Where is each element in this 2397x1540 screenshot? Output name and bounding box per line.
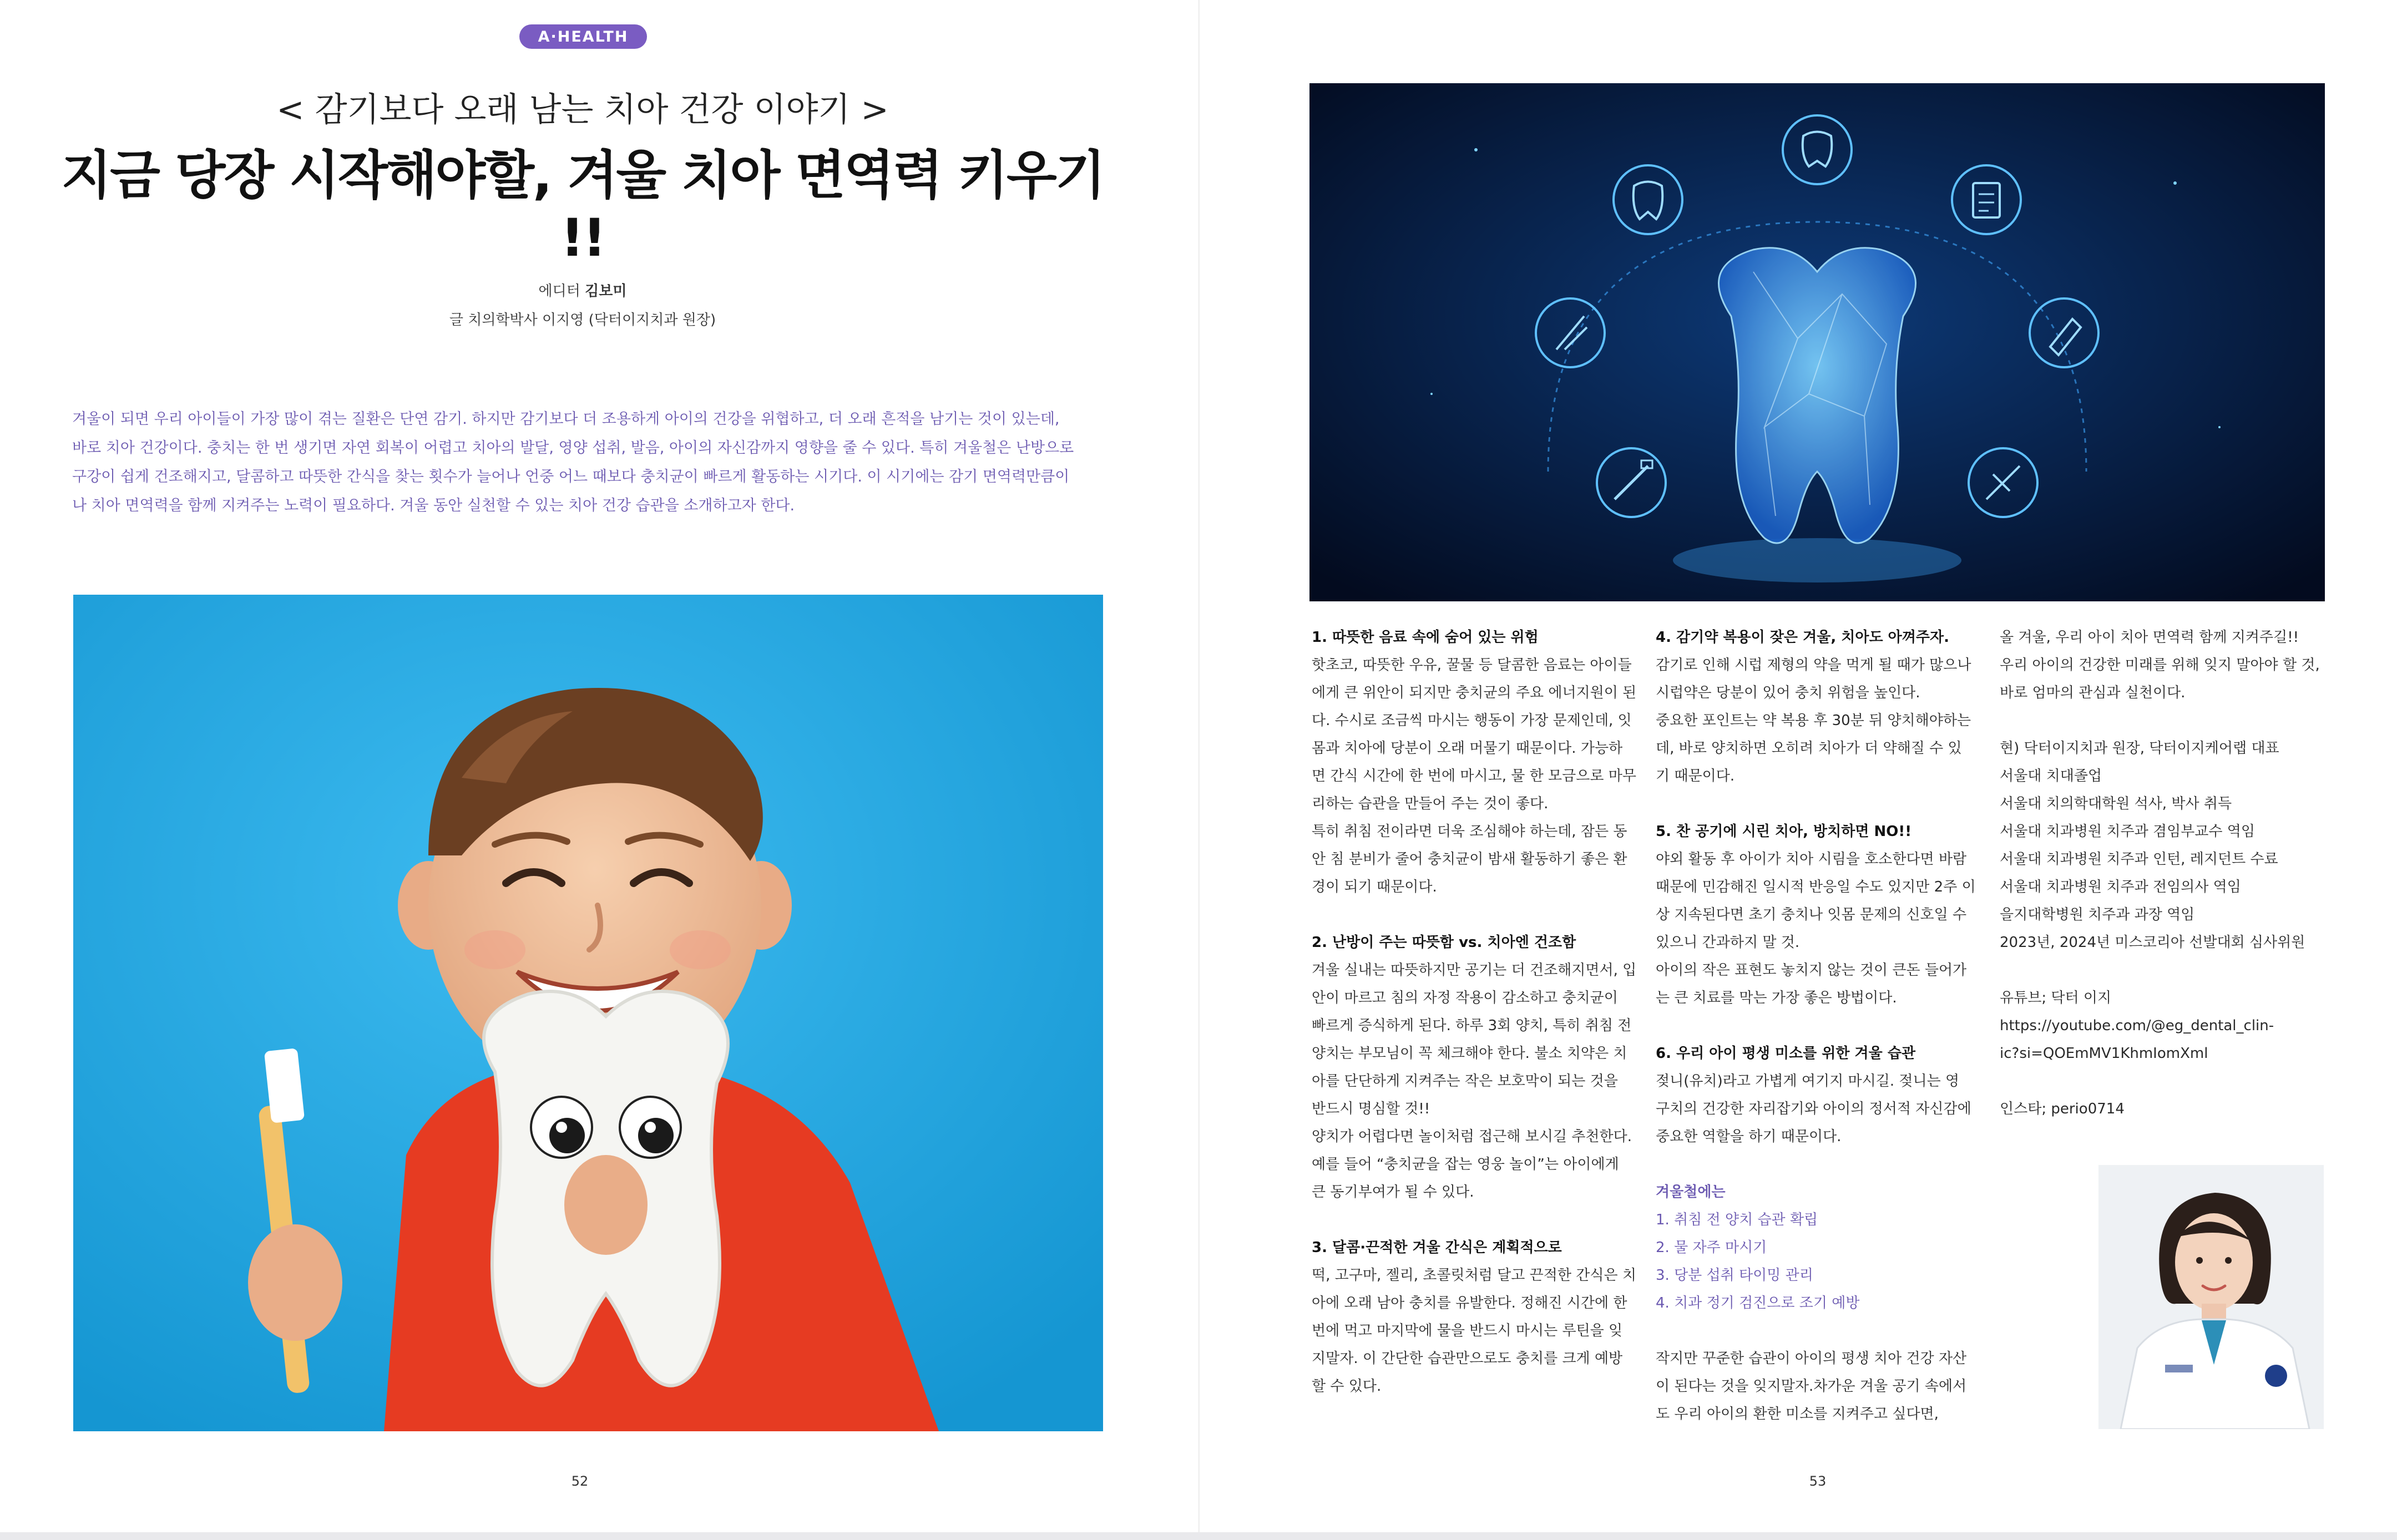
section-4-body: 감기로 인해 시럽 제형의 약을 먹게 될 때가 많으나 시럽약은 당분이 있어 충치 위험을 높인다. 중요한 포인트는 약 복용 후 30분 뒤 양치해야하는 데, 바로 양치하면 오히려 치아가 더 약해질 수 있 기 때문이다.	[1656, 657, 1971, 784]
tip-item: 3. 당분 섭취 타이밍 관리	[1656, 1267, 1813, 1284]
profile-line: 2023년, 2024년 미스코리아 선발대회 심사위원	[2000, 934, 2305, 951]
closing-paragraph-continued: 올 겨울, 우리 아이 치아 면역력 함께 지켜주길!! 우리 아이의 건강한 미래를 위해 잊지 말아야 할 것, 바로 엄마의 관심과 실천이다.	[2000, 629, 2320, 701]
section-5-body: 야외 활동 후 아이가 치아 시림을 호소한다면 바람 때문에 민감해진 일시적 반응일 수도 있지만 2주 이 상 지속된다면 초기 충치나 잇몸 문제의 신호일 수 있으니 간과하지 말 것. 아이의 작은 표현도 놓치지 않는 것이 큰돈 들어가 는 큰 치료를 막는 가장 좋은 방법이다.	[1656, 851, 1976, 1006]
article-column-3	[2000, 624, 2333, 1123]
youtube-label: 유튜브; 닥터 이지	[2000, 990, 2112, 1006]
intro-line: 바로 치아 건강이다. 충치는 한 번 생기면 자연 회복이 어렵고 치아의 발달, 영양 섭취, 발음, 아이의 자신감까지 영향을 줄 수 있다. 특히 겨울철은 난방으로	[72, 439, 1074, 457]
article-column-1	[1312, 624, 1645, 1400]
article-subtitle: < 감기보다 오래 남는 치아 건강 이야기 >	[276, 90, 889, 129]
digital-tooth-hero-image	[1309, 83, 2325, 601]
closing-paragraph: 작지만 꾸준한 습관이 아이의 평생 치아 건강 자산 이 된다는 것을 잊지말자.차가운 겨울 공기 속에서 도 우리 아이의 환한 미소를 지켜주고 싶다면,	[1656, 1350, 1967, 1422]
youtube-url-line-2: ic?si=QOEmMV1KhmIomXml	[2000, 1045, 2208, 1062]
page-spine	[1198, 0, 1200, 1540]
intro-line: 나 치아 면역력을 함께 지켜주는 노력이 필요하다. 겨울 동안 실천할 수 있는 치아 건강 습관을 소개하고자 한다.	[72, 497, 795, 514]
section-3-body: 떡, 고구마, 젤리, 초콜릿처럼 달고 끈적한 간식은 치 아에 오래 남아 충치를 유발한다. 정해진 시간에 한 번에 먹고 마지막에 물을 반드시 마시는 루틴을 잊 지말자. 이 간단한 습관만으로도 충치를 크게 예방 할 수 있다.	[1312, 1267, 1636, 1395]
youtube-url-line-1: https://youtube.com/@eg_dental_clin-	[2000, 1017, 2274, 1034]
profile-line: 을지대학병원 치주과 과장 역임	[2000, 906, 2195, 923]
tip-item: 2. 물 자주 마시기	[1656, 1239, 1767, 1256]
section-1-body: 핫초코, 따뜻한 우유, 꿀물 등 달콤한 음료는 아이들 에게 큰 위안이 되지만 충치균의 주요 에너지원이 된 다. 수시로 조금씩 마시는 행동이 가장 문제인데, 잇 몸과 치아에 당분이 오래 머물기 때문이다. 가능하 면 간식 시간에 한 번에 마시고, 물 한 모금으로 마무 리하는 습관을 만들어 주는 것이 좋다. 특히 취침 전이라면 더욱 조심해야 하는데, 잠든 동 안 침 분비가 줄어 충치균이 밤새 활동하기 좋은 환 경이 되기 때문이다.	[1312, 657, 1637, 895]
credit-editor-label: 에디터	[538, 283, 580, 300]
profile-line: 서울대 치과병원 치주과 인턴, 레지던트 수료	[2000, 851, 2278, 868]
page-number-left: 52	[571, 1473, 589, 1489]
author-profile	[2000, 734, 2333, 956]
section-3-heading: 3. 달콤·끈적한 겨울 간식은 계획적으로	[1312, 1239, 1562, 1256]
section-2-body: 겨울 실내는 따뜻하지만 공기는 더 건조해지면서, 입 안이 마르고 침의 자정 작용이 감소하고 충치균이 빠르게 증식하게 된다. 하루 3회 양치, 특히 취침 전 양치는 부모님이 꼭 체크해야 한다. 불소 치약은 치 아를 단단하게 지켜주는 작은 보호막이 되는 것을 반드시 명심할 것!! 양치가 어렵다면 놀이처럼 접근해 보시길 추천한다. 예를 들어 “충치균을 잡는 영웅 놀이”는 아이에게 큰 동기부여가 될 수 있다.	[1312, 962, 1637, 1200]
credit-editor-name: 김보미	[585, 283, 627, 300]
section-5-heading: 5. 찬 공기에 시린 치아, 방치하면 NO!!	[1656, 823, 1912, 840]
article-column-2	[1656, 624, 1989, 1428]
intro-line: 겨울이 되면 우리 아이들이 가장 많이 겪는 질환은 단연 감기. 하지만 감기보다 더 조용하게 아이의 건강을 위협하고, 더 오래 흔적을 남기는 것이 있는데,	[72, 411, 1060, 428]
category-badge: A·HEALTH	[519, 24, 647, 49]
tip-item: 4. 치과 정기 검진으로 조기 예방	[1656, 1295, 1860, 1311]
profile-line: 서울대 치대졸업	[2000, 768, 2102, 784]
profile-line: 서울대 치과병원 치주과 전임의사 역임	[2000, 879, 2241, 895]
profile-line: 서울대 치과병원 치주과 겸임부교수 역임	[2000, 823, 2256, 840]
section-1-heading: 1. 따뜻한 음료 속에 숨어 있는 위험	[1312, 629, 1539, 646]
credit-writer: 글 치의학박사 이지영 (닥터이지치과 원장)	[449, 312, 716, 328]
section-6-heading: 6. 우리 아이 평생 미소를 위한 겨울 습관	[1656, 1045, 1916, 1062]
tooth-hologram-illustration	[1309, 83, 2325, 601]
child-illustration	[73, 595, 1103, 1431]
intro-line: 구강이 쉽게 건조해지고, 달콤하고 따뜻한 간식을 찾는 횟수가 늘어나 언중 어느 때보다 충치균이 빠르게 활동하는 시기다. 이 시기에는 감기 면역력만큼이	[72, 468, 1070, 485]
instagram-handle: 인스타; perio0714	[2000, 1101, 2125, 1117]
tip-item: 1. 취침 전 양치 습관 확립	[1656, 1212, 1818, 1228]
doctor-illustration	[2098, 1165, 2324, 1429]
article-title: 지금 당장 시작해야할, 겨울 치아 면역력 키우기 !!	[61, 145, 1104, 269]
child-with-tooth-photo	[73, 595, 1103, 1431]
bottom-strip	[0, 1532, 2397, 1540]
intro-paragraph	[72, 405, 1093, 520]
section-4-heading: 4. 감기약 복용이 잦은 겨울, 치아도 아껴주자.	[1656, 629, 1950, 646]
page-number-right: 53	[1809, 1473, 1827, 1489]
credit-editor	[388, 280, 777, 300]
section-6-body: 젖니(유치)라고 가볍게 여기지 마시길. 젖니는 영 구치의 건강한 자리잡기와 아이의 정서적 자신감에 중요한 역할을 하기 때문이다.	[1656, 1073, 1971, 1145]
profile-line: 현) 닥터이지치과 원장, 닥터이지케어랩 대표	[2000, 740, 2279, 757]
author-portrait-photo	[2098, 1165, 2324, 1429]
section-2-heading: 2. 난방이 주는 따뜻함 vs. 치아엔 건조함	[1312, 934, 1576, 951]
tips-heading: 겨울철에는	[1656, 1184, 1726, 1200]
profile-line: 서울대 치의학대학원 석사, 박사 취득	[2000, 796, 2232, 812]
